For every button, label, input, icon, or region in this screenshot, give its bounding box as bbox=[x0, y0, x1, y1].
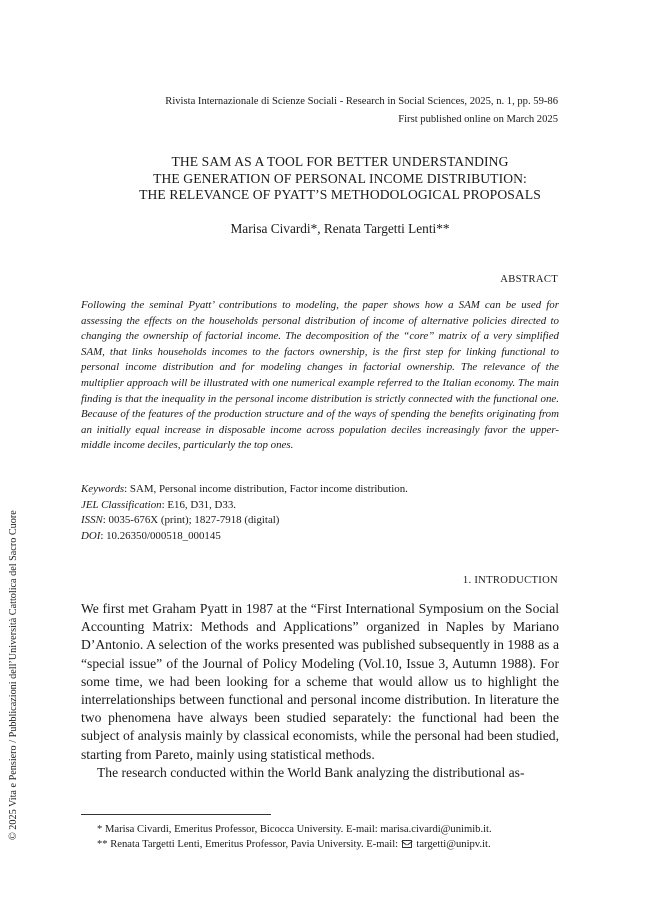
title-line-1: THE SAM AS A TOOL FOR BETTER UNDERSTANDING bbox=[171, 154, 509, 169]
title-line-2: THE GENERATION OF PERSONAL INCOME DISTRIBUTION: bbox=[153, 170, 527, 186]
footnote-1: * Marisa Civardi, Emeritus Professor, Bicocca University. E-mail: marisa.civardi@unimib.it. bbox=[97, 824, 492, 835]
jel-value: : E16, D31, D33. bbox=[161, 498, 237, 511]
issn-line bbox=[81, 513, 559, 529]
abstract-text: Following the seminal Pyatt’ contributions to modeling, the paper shows how a SAM can be used for assessing the effects on the households personal distribution of income of alternative policies directed to changing the ownership of factorial income. The decomposition of the “core” matrix of a very simplified SAM, that links households incomes to the factors ownership, is the first step for linking functional to personal income distribution and for modeling changes in factorial ownership. The relevance of the multiplier approach will be illustrated with one numerical example referred to the Italian economy. The main finding is that the inequality in the personal income distribution is strictly connected with the functional one. Because of the features of the production structure and of the ways of spending the benefits originating from an initially equal increase in disposable income across population deciles increasingly favor the upper-middle income deciles, particularly the top ones. bbox=[81, 299, 559, 452]
title-line-3: THE RELEVANCE OF PYATT’S METHODOLOGICAL PROPOSALS bbox=[139, 187, 541, 202]
issn-label: ISSN bbox=[81, 514, 103, 527]
paragraph-1: We first met Graham Pyatt in 1987 at the “First International Symposium on the Social Accounting Matrix: Methods and Applications” organized in Naples by Mariano D’Antonio. A selection of the works presented was published subsequently in 1988 as a “special issue” of the Journal of Policy Modeling (Vol.10, Issue 3, Autumn 1988). For some time, we had been looking for a scheme that would allow us to highlight the interrelationships between functional and personal income distribution. In literature the two phenomena have always been studied separately: the functional had been the subject of analysis mainly by classical economists, while the personal had been studied, starting from Pareto, mainly using statistical methods. bbox=[81, 601, 559, 762]
doi-value: : 10.26350/000518_000145 bbox=[100, 529, 221, 542]
journal-citation: Rivista Internazionale di Scienze Sociali - Research in Social Sciences, 2025, n. 1, pp. 59-86 bbox=[165, 96, 558, 107]
footnote-2 bbox=[81, 837, 559, 852]
publication-date: First published online on March 2025 bbox=[398, 114, 558, 125]
abstract-heading: ABSTRACT bbox=[500, 274, 558, 285]
issn-value: : 0035-676X (print); 1827-7918 (digital) bbox=[102, 514, 280, 527]
doi-line bbox=[81, 529, 559, 545]
section-heading: 1. INTRODUCTION bbox=[462, 575, 558, 586]
journal-header bbox=[58, 93, 558, 129]
paper-title bbox=[60, 154, 620, 204]
footnote-2-text: ** Renata Targetti Lenti, Emeritus Professor, Pavia University. E-mail: bbox=[97, 839, 399, 851]
footnotes bbox=[81, 822, 559, 852]
authors: Marisa Civardi*, Renata Targetti Lenti** bbox=[230, 221, 450, 236]
side-copyright: © 2025 Vita e Pensiero / Pubblicazioni dell’Università Cattolica del Sacro Cuore bbox=[8, 510, 19, 840]
keywords-line bbox=[81, 482, 559, 498]
keywords-value: : SAM, Personal income distribution, Factor income distribution. bbox=[124, 483, 408, 495]
envelope-icon bbox=[402, 840, 412, 848]
jel-line bbox=[81, 498, 559, 514]
doi-label: DOI bbox=[81, 529, 101, 542]
jel-label: JEL Classification bbox=[81, 498, 162, 511]
article-metadata bbox=[81, 482, 559, 544]
paragraph-2: The research conducted within the World Bank analyzing the distributional as- bbox=[97, 764, 525, 780]
footnote-2-email: targetti@unipv.it. bbox=[416, 839, 491, 851]
keywords-label: Keywords bbox=[81, 483, 125, 495]
introduction-body bbox=[81, 600, 559, 782]
footnote-divider bbox=[81, 814, 271, 815]
